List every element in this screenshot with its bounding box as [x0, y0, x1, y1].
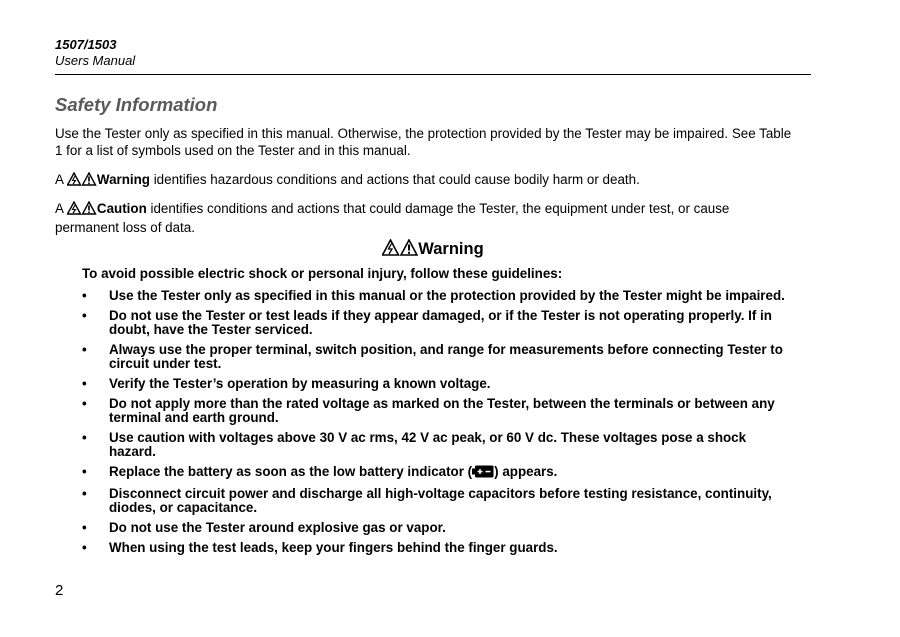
list-item	[82, 487, 792, 515]
bullet-glyph: •	[82, 430, 87, 445]
list-item	[82, 377, 792, 391]
battery-item-suffix: ) appears.	[494, 464, 558, 479]
list-item	[82, 309, 792, 337]
caution-def-rest: identifies conditions and actions that could damage the Tester, the equipment under test, or cause permanent loss of data.	[55, 201, 730, 235]
page-number: 2	[55, 582, 64, 599]
list-item-text: Disconnect circuit power and discharge all high-voltage capacitors before testing resistance, continuity, diodes, or capacitance.	[109, 486, 772, 515]
list-item-text: When using the test leads, keep your fingers behind the finger guards.	[109, 540, 558, 555]
bullet-glyph: •	[82, 486, 87, 501]
bullet-glyph: •	[82, 342, 87, 357]
caution-def-term: Caution	[96, 201, 147, 216]
list-item-text: Always use the proper terminal, switch position, and range for measurements before connecting Tester to circuit under test.	[109, 342, 783, 371]
warning-definition	[55, 171, 795, 190]
bullet-glyph: •	[82, 288, 87, 303]
warning-def-term: Warning	[96, 172, 150, 187]
header-model: 1507/1503	[55, 37, 117, 52]
warning-heading	[0, 239, 866, 261]
warning-heading-triangles-icon	[382, 239, 418, 261]
caution-def-prefix: A	[55, 201, 67, 216]
warning-guidelines-list	[82, 289, 792, 561]
list-item	[82, 431, 792, 459]
list-item-text: Do not use the Tester or test leads if they appear damaged, or if the Tester is not operating properly. If in doubt, have the Tester serviced.	[109, 308, 772, 337]
bullet-glyph: •	[82, 308, 87, 323]
list-item-text: Use the Tester only as specified in this manual or the protection provided by the Tester might be impaired.	[109, 288, 785, 303]
warning-def-rest: identifies hazardous conditions and actions that could cause bodily harm or death.	[149, 172, 640, 187]
battery-item-prefix: Replace the battery as soon as the low battery indicator (	[109, 464, 473, 479]
caution-definition	[55, 200, 795, 236]
warning-intro: To avoid possible electric shock or personal injury, follow these guidelines:	[82, 266, 563, 281]
list-item	[82, 343, 792, 371]
warning-triangles-icon	[67, 172, 97, 190]
list-item	[82, 541, 792, 555]
warning-heading-label: Warning	[418, 240, 484, 258]
page-header	[55, 37, 811, 75]
section-title: Safety Information	[55, 94, 218, 115]
bullet-glyph: •	[82, 540, 87, 555]
list-item	[82, 289, 792, 303]
list-item-text: Do not apply more than the rated voltage as marked on the Tester, between the terminals or between any terminal and earth ground.	[109, 396, 775, 425]
list-item	[82, 521, 792, 535]
list-item-text: Use caution with voltages above 30 V ac rms, 42 V ac peak, or 60 V dc. These voltages pose a shock hazard.	[109, 430, 747, 459]
bullet-glyph: •	[82, 376, 87, 391]
list-item	[82, 397, 792, 425]
low-battery-icon	[472, 465, 494, 481]
bullet-glyph: •	[82, 464, 87, 479]
bullet-glyph: •	[82, 396, 87, 411]
list-item	[82, 465, 792, 481]
warning-def-prefix: A	[55, 172, 67, 187]
list-item-text: Verify the Tester’s operation by measuring a known voltage.	[109, 376, 491, 391]
intro-paragraph: Use the Tester only as specified in this manual. Otherwise, the protection provided by the Tester may be impaired. See Table 1 for a list of symbols used on the Tester and in this manual.	[55, 126, 792, 158]
bullet-glyph: •	[82, 520, 87, 535]
list-item-text: Do not use the Tester around explosive gas or vapor.	[109, 520, 446, 535]
header-subtitle: Users Manual	[55, 53, 136, 68]
caution-triangles-icon	[67, 201, 97, 219]
